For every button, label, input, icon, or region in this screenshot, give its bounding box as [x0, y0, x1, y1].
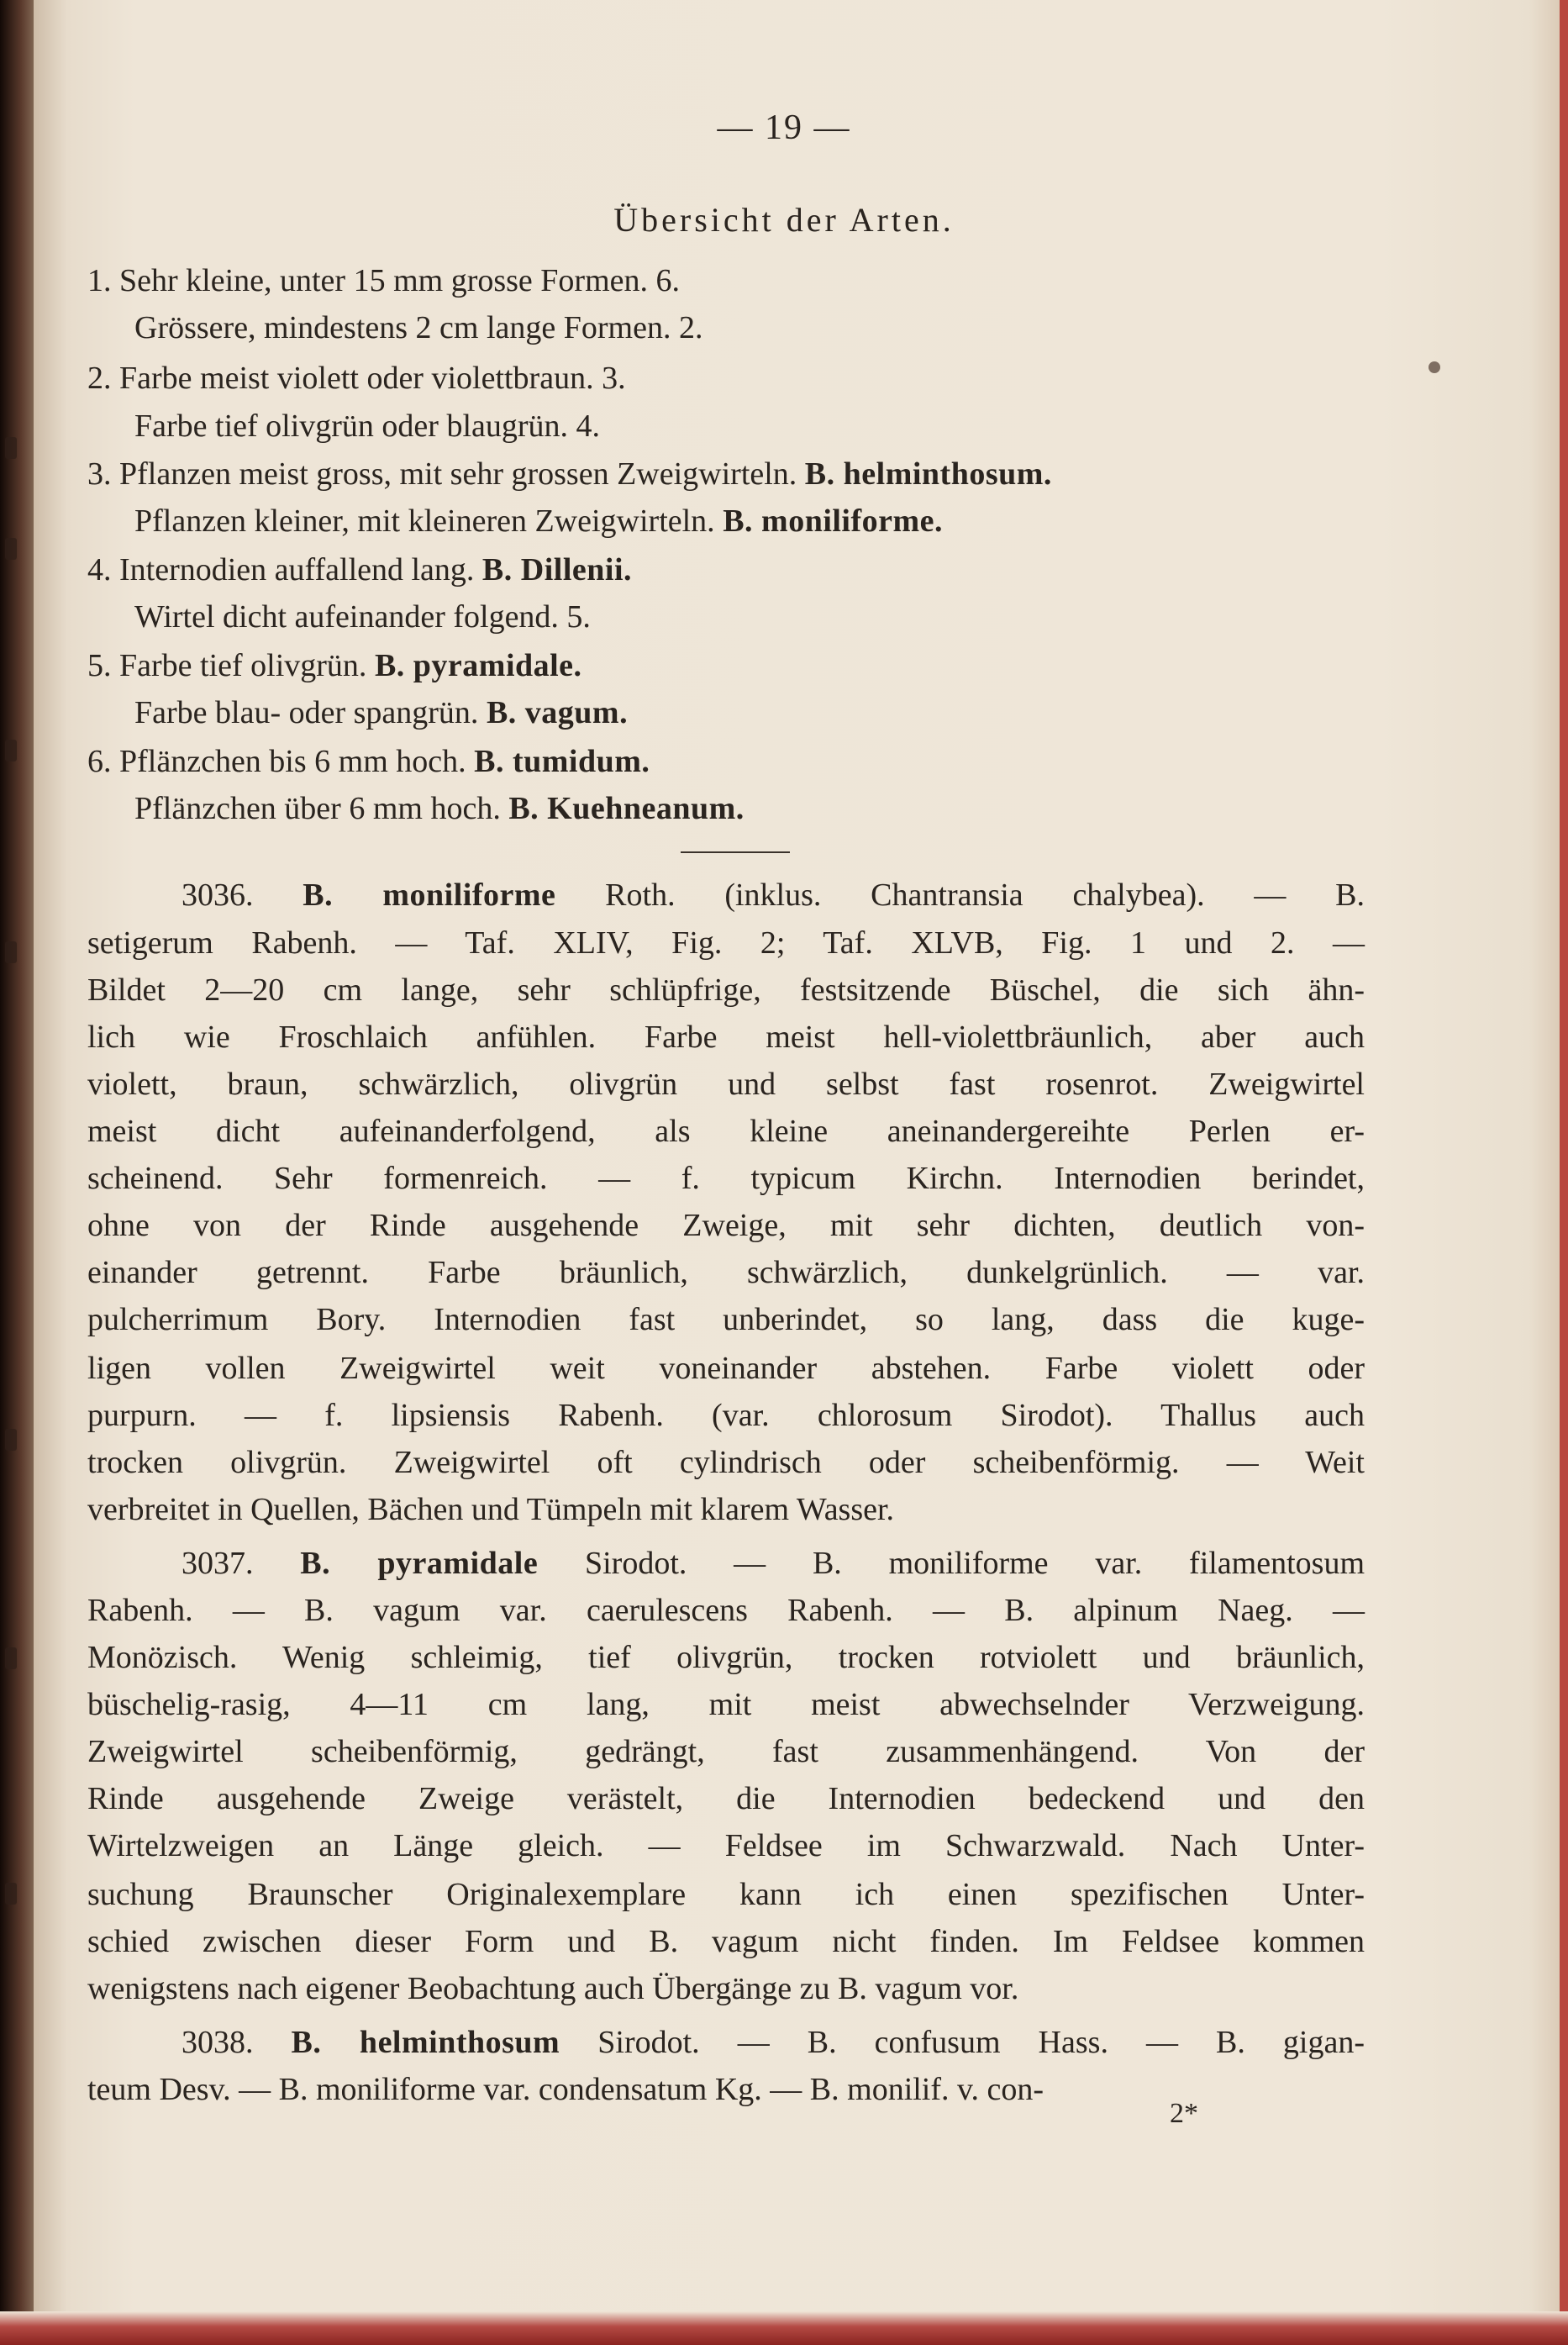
line-text: Farbe blau- oder spangrün. [134, 695, 487, 730]
line-text: violett, braun, schwärzlich, olivgrün und selbst fast rosenrot. Zweigwirtel [87, 1067, 1365, 1102]
line-text: meist dicht aufeinanderfolgend, als kleine aneinandergereihte Perlen er- [87, 1114, 1365, 1149]
line-text: Wirtel dicht aufeinander folgend. 5. [134, 599, 591, 635]
line-text: 5. Farbe tief olivgrün. [87, 648, 375, 683]
line-text: Monözisch. Wenig schleimig, tief olivgrün, trocken rotviolett und bräunlich, [87, 1640, 1365, 1675]
species-name: B. moniliforme [303, 877, 556, 913]
line-text: Pflänzchen über 6 mm hoch. [134, 791, 509, 826]
line-text: ohne von der Rinde ausgehende Zweige, mit sehr dichten, deutlich von- [87, 1208, 1365, 1243]
body-line [87, 1965, 1018, 2012]
line-text: verbreitet in Quellen, Bächen und Tümpeln mit klarem Wasser. [87, 1492, 895, 1527]
body-line [87, 1061, 1365, 1108]
margin-mark [5, 538, 17, 560]
body-line [87, 967, 1365, 1014]
body-line [87, 1486, 894, 1533]
species-name: B. pyramidale. [374, 648, 582, 683]
margin-mark [5, 941, 17, 963]
body-line [182, 1540, 1365, 1587]
key-line [134, 593, 591, 640]
line-text: Sirodot. — B. moniliforme var. filamentosum [538, 1546, 1365, 1581]
species-name: B. vagum. [486, 695, 629, 730]
line-text: Grössere, mindestens 2 cm lange Formen. 2. [134, 310, 703, 345]
page-edge [1560, 0, 1568, 2345]
line-text: Zweigwirtel scheibenförmig, gedrängt, fast zusammenhängend. Von der [87, 1734, 1365, 1769]
signature-mark: 2* [1170, 2098, 1198, 2129]
line-text: Wirtelzweigen an Länge gleich. — Feldsee im Schwarzwald. Nach Unter- [87, 1828, 1365, 1863]
margin-mark [5, 1429, 17, 1451]
species-name: B. moniliforme. [723, 503, 944, 539]
line-text: 3036. [182, 877, 303, 913]
body-line [87, 1249, 1365, 1296]
species-name: B. helminthosum [291, 2025, 560, 2060]
line-text: 3037. [182, 1546, 301, 1581]
key-line [134, 304, 702, 351]
line-text: suchung Braunscher Originalexemplare kann ich einen spezifischen Unter- [87, 1877, 1365, 1912]
body-line [87, 1392, 1365, 1439]
margin-mark [5, 1883, 17, 1905]
margin-mark [5, 740, 17, 761]
line-text: pulcherrimum Bory. Internodien fast unberindet, so lang, dass die kuge- [87, 1302, 1365, 1337]
line-text: setigerum Rabenh. — Taf. XLIV, Fig. 2; Taf. XLVB, Fig. 1 und 2. — [87, 925, 1365, 961]
line-text: trocken olivgrün. Zweigwirtel oft cylindrisch oder scheibenförmig. — Weit [87, 1445, 1365, 1480]
margin-mark [5, 437, 17, 459]
section-title: Übersicht der Arten. [613, 201, 955, 239]
body-line [87, 1918, 1365, 1965]
body-line [87, 1822, 1365, 1869]
key-line [87, 451, 1052, 498]
line-text: Farbe tief olivgrün oder blaugrün. 4. [134, 408, 601, 444]
body-line [87, 1155, 1365, 1202]
line-text: einander getrennt. Farbe bräunlich, schwärzlich, dunkelgrünlich. — var. [87, 1255, 1365, 1290]
species-name: B. tumidum. [474, 744, 650, 779]
key-line [87, 738, 650, 785]
line-text: Roth. (inklus. Chantransia chalybea). — B. [555, 877, 1365, 913]
line-text: Bildet 2—20 cm lange, sehr schlüpfrige, festsitzende Büschel, die sich ähn- [87, 972, 1365, 1008]
line-text: 3038. [182, 2025, 292, 2060]
key-line [134, 785, 745, 832]
line-text: scheinend. Sehr formenreich. — f. typicum Kirchn. Internodien berindet, [87, 1161, 1365, 1196]
body-line [87, 1345, 1365, 1392]
line-text: wenigstens nach eigener Beobachtung auch Übergänge zu B. vagum vor. [87, 1971, 1019, 2006]
line-text: 1. Sehr kleine, unter 15 mm grosse Formen. 6. [87, 263, 681, 298]
key-line [87, 355, 626, 402]
page-number: — 19 — [717, 108, 851, 147]
species-name: B. helminthosum. [804, 456, 1052, 492]
line-text: 3. Pflanzen meist gross, mit sehr grossen Zweigwirteln. [87, 456, 805, 492]
body-line [87, 1202, 1365, 1249]
line-text: purpurn. — f. lipsiensis Rabenh. (var. chlorosum Sirodot). Thallus auch [87, 1398, 1365, 1433]
line-text: schied zwischen dieser Form und B. vagum nicht finden. Im Feldsee kommen [87, 1924, 1365, 1959]
key-line [87, 642, 582, 689]
separator-rule [681, 851, 790, 853]
body-line [87, 1014, 1365, 1061]
species-name: B. Dillenii. [481, 552, 632, 588]
ink-blot [1429, 361, 1440, 373]
line-text: 2. Farbe meist violett oder violettbraun. 3. [87, 361, 626, 396]
margin-mark [5, 1647, 17, 1669]
key-line [134, 403, 600, 450]
body-line [87, 1681, 1365, 1728]
body-line [87, 920, 1365, 967]
line-text: büschelig-rasig, 4—11 cm lang, mit meist abwechselnder Verzweigung. [87, 1687, 1365, 1722]
species-name: B. pyramidale [300, 1546, 539, 1581]
key-line [87, 257, 680, 304]
body-line [87, 1439, 1365, 1486]
body-line [182, 872, 1365, 919]
body-line [182, 2019, 1365, 2066]
body-line [87, 1587, 1365, 1634]
key-line [134, 498, 943, 545]
key-line [87, 546, 632, 593]
line-text: Sirodot. — B. confusum Hass. — B. gigan- [560, 2025, 1365, 2060]
line-text: ligen vollen Zweigwirtel weit voneinander abstehen. Farbe violett oder [87, 1351, 1365, 1386]
body-line [87, 1775, 1365, 1822]
body-line [87, 1108, 1365, 1155]
body-line [87, 2066, 1044, 2113]
page-bottom-edge [0, 2311, 1568, 2345]
line-text: teum Desv. — B. moniliforme var. condensatum Kg. — B. monilif. v. con- [87, 2072, 1044, 2107]
body-line [87, 1728, 1365, 1775]
line-text: lich wie Froschlaich anfühlen. Farbe meist hell-violettbräunlich, aber auch [87, 1020, 1365, 1055]
line-text: 6. Pflänzchen bis 6 mm hoch. [87, 744, 475, 779]
line-text: 4. Internodien auffallend lang. [87, 552, 482, 588]
body-line [87, 1634, 1365, 1681]
line-text: Rinde ausgehende Zweige verästelt, die Internodien bedeckend und den [87, 1781, 1365, 1816]
species-name: B. Kuehneanum. [508, 791, 745, 826]
key-line [134, 689, 628, 736]
body-line [87, 1871, 1365, 1918]
line-text: Rabenh. — B. vagum var. caerulescens Rabenh. — B. alpinum Naeg. — [87, 1593, 1365, 1628]
body-line [87, 1296, 1365, 1343]
line-text: Pflanzen kleiner, mit kleineren Zweigwirteln. [134, 503, 723, 539]
